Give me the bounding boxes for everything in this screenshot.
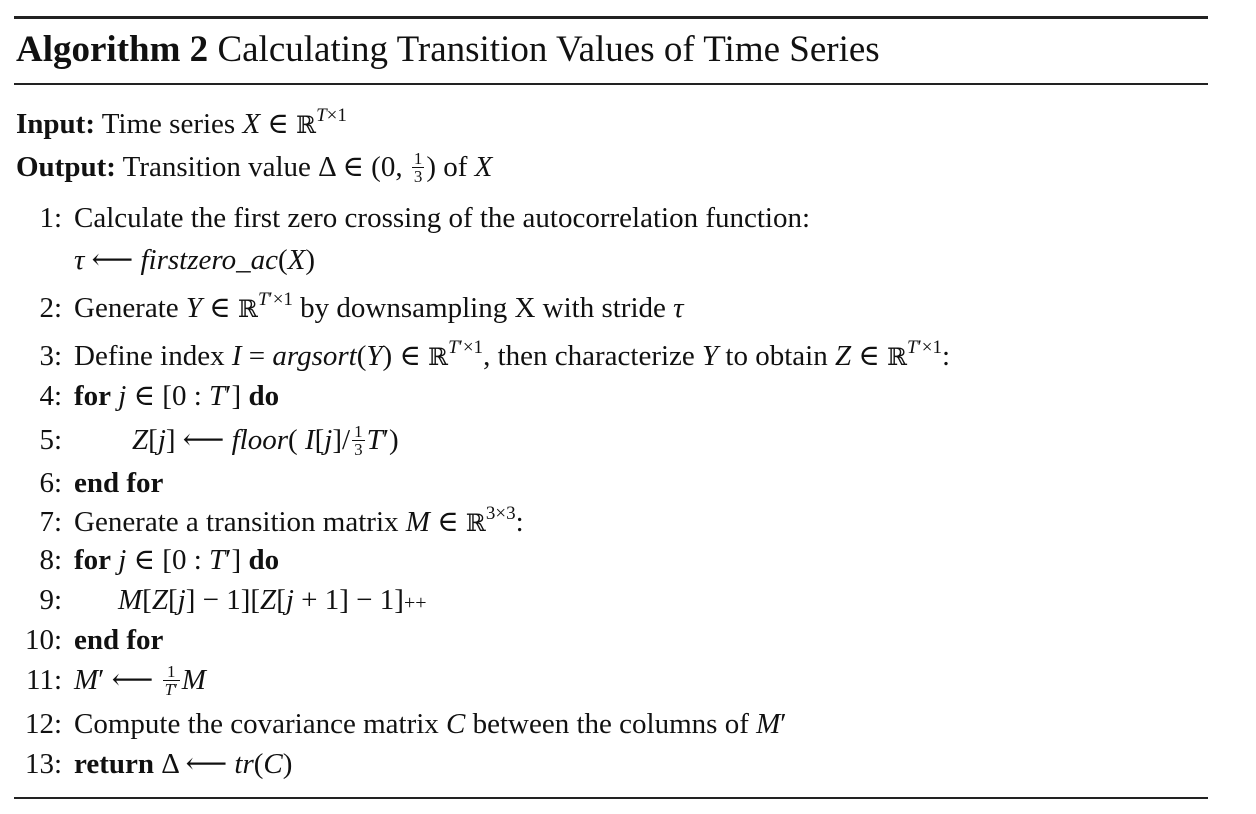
line-number-5: 5:	[39, 424, 62, 456]
step-1-cont: τ ⟵ firstzero_ac(X)	[74, 244, 316, 276]
step-2: Generate Y ∈ ℝ$^{T'\times 1}$ by downsampling X with stride τ	[74, 289, 684, 324]
step-6: end for	[74, 467, 164, 499]
step-13: return Δ ⟵ tr(C)	[74, 748, 293, 780]
line-number-4: 4:	[39, 380, 62, 412]
kw-do-2: do	[248, 544, 280, 576]
step-4: for j ∈ [0 : T′] do	[74, 380, 280, 412]
step-9: M[Z[j] − 1][Z[j + 1] − 1]++	[118, 584, 427, 616]
output-text: Transition value	[122, 151, 311, 183]
input-text: Time series	[101, 108, 236, 140]
step-3-obtain: to obtain	[725, 340, 828, 372]
algorithm-title	[16, 22, 880, 78]
top-rule	[14, 16, 1208, 19]
step-7-text: Generate a transition matrix	[74, 506, 399, 538]
output-line: Output: Transition value Δ ∈ (0, $\frac{1}{3}$ ) of X	[16, 148, 493, 186]
output-of: of	[443, 151, 468, 183]
algorithm-name: Calculating Transition Values of Time Series	[217, 29, 880, 70]
step-10: end for	[74, 624, 164, 656]
line-number-2: 2:	[39, 292, 62, 324]
firstzero-func: firstzero_ac	[140, 244, 278, 276]
line-number-1: 1:	[39, 202, 62, 234]
line-number-7: 7:	[39, 506, 62, 538]
line-number-11: 11:	[26, 664, 62, 696]
step-2-text: by downsampling X with stride	[300, 292, 666, 324]
increment-op: ++	[403, 592, 427, 614]
kw-for-2: for	[74, 544, 112, 576]
step-3-text: then characterize	[497, 340, 695, 372]
step-5: Z[j] ⟵ floor( I[j]/ $\frac{1}{3}$ T′)	[132, 421, 399, 459]
floor-func: floor	[231, 424, 289, 456]
algorithm-number: Algorithm 2	[16, 29, 209, 70]
step-2-generate: Generate	[74, 292, 179, 324]
step-12-text: Compute the covariance matrix	[74, 708, 439, 740]
trace-func: tr	[234, 748, 254, 780]
kw-return: return	[74, 748, 155, 780]
step-3: Define index I = argsort(Y) ∈ ℝ$^{T'\times 1}$, then characterize Y to obtain Z ∈ ℝ$^{T'\times 1}$:	[74, 337, 951, 372]
step-12-between: between the columns of	[472, 708, 749, 740]
output-label: Output:	[16, 151, 116, 183]
line-number-12: 12:	[24, 708, 62, 740]
argsort-func: argsort	[272, 340, 357, 372]
line-number-8: 8:	[39, 544, 62, 576]
step-3-define: Define index	[74, 340, 225, 372]
line-number-10: 10:	[24, 624, 62, 656]
line-number-13: 13:	[24, 748, 62, 780]
line-number-9: 9:	[39, 584, 62, 616]
bottom-rule	[14, 797, 1208, 799]
step-12: Compute the covariance matrix C between the columns of M′	[74, 708, 787, 740]
step-1: Calculate the first zero crossing of the autocorrelation function:	[74, 202, 811, 234]
step-7: Generate a transition matrix M ∈ ℝ$^{3\times 3}$:	[74, 503, 524, 538]
step-8: for j ∈ [0 : T′] do	[74, 544, 280, 576]
line-number-6: 6:	[39, 467, 62, 499]
header-rule	[14, 83, 1208, 85]
step-11: M′ ⟵ $\frac{1}{T'}$ M	[74, 661, 206, 699]
input-label: Input:	[16, 108, 95, 140]
input-line: Input: Time series X ∈ ℝ$^{T\times 1}$	[16, 105, 347, 140]
kw-for: for	[74, 380, 112, 412]
line-number-3: 3:	[39, 340, 62, 372]
kw-do: do	[248, 380, 280, 412]
